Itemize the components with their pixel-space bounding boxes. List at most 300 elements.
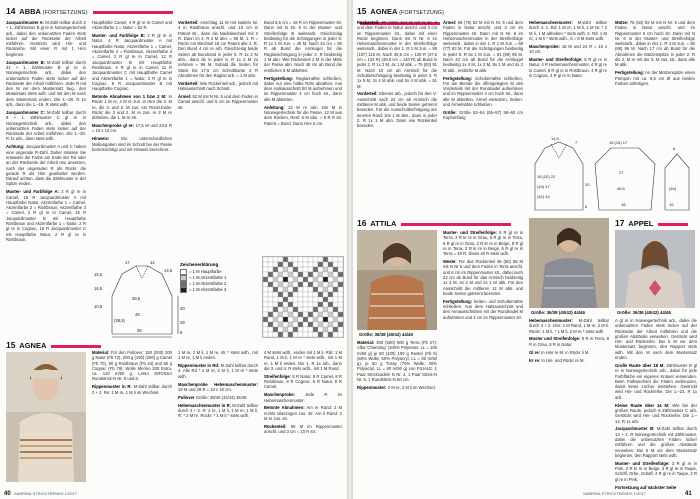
attila-model-photo [357,230,437,330]
chart-cell [288,332,293,337]
chart-cell [323,272,328,277]
chart-cell [288,277,293,282]
chart-cell [333,262,338,267]
chart-cell [303,317,308,322]
abba-column-2: Hauptfarbe Camel, 4 R gl re in Camel und Akzentfarbe 1 = Natur = 52 R. Muster- und Farbfolge B: 2 R gl re in Natur, 4 R Jacquardmuster A mit Hauptfarbe Natur, Akzentfarbe 1 = Camel, Akzentfarbe 2 = Rostbraun, Akzentfarbe 3 = Camel, 2 R gl re in Camel, 12 R Jacquardmuster B mit Hauptfarbe Rostbraun, 4 R gl re in Camel, 11 R Jacquardmuster C mit Hauptfarbe Camel und Akzentfarbe 1 = Natur, 2 R gl re in Cognac, 8 R Jacquardmuster B mit Hauptfarbe Cognac. Betonte Abnahmen von 1 bzw 2 M: In Rückr 1 M re, 2 M re zus. In Hinr die 2. M re, die 3. und 2. M zus. Am Rückr.Ende: Rückr die 3 und 2. M re zus. re 2 M re abheben, die 1. M re str. Maschenprobe gl re: 17,5 M und 23,5 R = 10 x 10 cm. Hinweis: Die unterschiedlichen Maßangaben sind im Schnitt bei der Passe berücksichtigt und mit Hinweis berechnet. [92,20,173,152]
header-accent-bar [658,223,688,226]
chart-cell [298,262,303,267]
chart-cell [333,257,338,262]
schematic-outline-front [136,266,148,278]
chart-cell [328,302,333,307]
abba-column-1: Jacquardmuster A: M-Zahl teilbar durch 2 + 1. Zählmuster B gl re in Norwegertechnik arb., dabei den unbenutzten Faden stets locker auf der Rückseite der Arbeit mitführen. Gestrickt wird Hin- und Rückreihe. Mit einer R mit 1 Hinr beginnen. Jacquardmuster B: M-Zahl teilbar durch 31 + 1. Zählmuster B gl re in Norwegertechnik arb., dabei den unbenutzten Faden stets locker auf der Rückseite der Arbeit mitführen. Jede R mit den M vor dem Mustersatz beg., den Mustersatz stets wdh. und mit den M nach dem Mustersatz enden. Die 1.–28. R 1x arb., dann die 1.–19. R stets wdh. Jacquardmuster C: M-Zahl teilbar durch 8 + 1. Zählmuster C gl re in Norwegertechnik arb., dabei den unbenutzten Faden stets locker auf der Rückseite der Arbeit mitführen. Die 1.–30. R 1x arb., dann stets wdh. Achtung: Jacquardmuster A und C haben eine ungerade R-Zahl. Daher müssen Sie entweder die Farbe am Ende der Rd oder an der Rückseite der Arbeit neu ansetzen, nach der ungeraden R als Rückr. die gerade R als Hinr gearbeitet werden. Darauf achten, dass die Zählmuster in der Spitze enden. Muster- und Farbfolge A: 2 R gl re in Camel, 15 R Jacquardmuster A mit Hauptfarbe Natur, Akzentfarbe 1 = Camel, Akzentfarbe 2 = Rostbraun, Akzentfarbe 3 = Camel, 2 R gl re in Camel, 15 R Jacquardmuster B mit Hauptfarbe Rostbraun und Akzentfarbe 1 = Natur, 2 R gl re in Cognac, 15 R Jacquardmuster C mit Hauptfarbe Natur, 2 R gl re in Rostbraun. [6,20,86,242]
schematic-label: 10,5 [94,304,103,309]
chart-cell [328,267,333,272]
chart-cell [268,282,273,287]
chart-cell [313,257,318,262]
chart-cell [293,307,298,312]
chart-cell [338,262,343,267]
chart-cell [323,312,328,317]
chart-cell [298,307,303,312]
left-footer: SABRINA STRICKTRENDS 1/2017 [14,491,77,496]
chart-cell [328,307,333,312]
chart-cell [308,257,313,262]
chart-cell [293,322,298,327]
chart-cell [263,332,268,337]
chart-cell [318,307,323,312]
sweater-schematic [92,256,192,338]
chart-cell [278,317,283,322]
chart-cell [313,272,318,277]
chart-cell [338,327,343,332]
chart-cell [318,317,323,322]
chart-cell [313,282,318,287]
chart-cell [273,272,278,277]
chart-cell [288,302,293,307]
chart-cell [293,292,298,297]
appel-size-caption: Größe: 36/38 (40/42) 44/46 [617,310,671,315]
agnea-column-3: 4 M stets wdh., enden mit 1 M li. Rdr: 1 M Rand, 1 M li, 1 M re * stets wdh., mit 1 M re, 1 M li enden. Die 1. R 1x arb., dann die 3. und 4. R stets wdh., mit 1 M Rand. Streifenfolge: 8 R Natur, 8 R Camel, 8 R Rostbraun, 8 R Cognac, 8 R Natur, 8 R Camel. Maschenprobe: Jede R im Hebemaschenmuster. Betonte Abnahmen: Am re Rand: 2 M rechts überzogen zus. str. Am li Rand: 2 M re zus. str. Rückenteil: 98 M im Rippenmuster anschl. und 3 cm = 10 R str. [264,350,342,435]
chart-cell [333,327,338,332]
schematic-label: (43) 47 [537,184,550,189]
chart-cell [338,302,343,307]
chart-cell [313,292,318,297]
chart-cell [308,282,313,287]
chart-cell [303,257,308,262]
schematic-label: 19 [669,202,674,207]
chart-cell [268,297,273,302]
chart-cell [318,272,323,277]
chart-cell [333,317,338,322]
chart-cell [263,257,268,262]
chart-cell [318,277,323,282]
chart-cell [283,322,288,327]
agnea-cont-column-3: Hebemaschenmuster: M-Zahl teilbar durch 4. 1. Rd: 1 M re, 1 M li, 1 M Nr. * 2 M li, 1 M abheben * stets wdh. 2. Rd: 1 M re, 1 M li * stets wdh., 6 = 8 M stets wdh. Maschenprobe: 18 M und 24 R = 10 x 10 cm. Muster- und Streifenfolge: 8 R gl re in Natur, 4 R Hebemaschenmuster, 4 R gl re in Camel, 8 R gl re in Rostbraun, 4 R gl re in Cognac, 4 R gl re in Natur. [529,20,608,78]
chart-cell [338,292,343,297]
chart-cell [308,327,313,332]
swatch-accent-3 [180,287,187,293]
chart-cell [273,282,278,287]
chart-cell [308,332,313,337]
right-page [353,0,700,499]
chart-cell [268,312,273,317]
section-header-agnea: 15 AGNEA [6,340,106,350]
chart-cell [293,302,298,307]
chart-cell [278,302,283,307]
chart-cell [338,287,343,292]
abba-column-3: Vorderteil: Anschlag 11 M mit Nadeln Nr. 4 in Rostbraun anschl. und 15 cm in Patent str., dann die Nadelwechsel mit 2 R. Dann im 4. R 2 M abn. = 96 M. 1. R = Rückr mit Wechsel 18 cm Patent alle 2. R. Den Bund 4 cm re arb. Gleichzeitig beide Seiten ab Bundrand in jeder 6. R 1x 2 M abn., dann ab in jeder 6. R 1x 2 M zu nehmen = 96 M. Sobald die Seiten für Stück bis 17,5 cm Schnittkante 2 R Abnahmen für den Raglan arb. = 1 M abn. Vorderteil: Wie Rückenteil arb., jedoch mit Halsausschnitt nach Schnitt. Ärmel: 52 M mit N Nr. 5 und dem Faden in Camel anschl. und 5 cm im Rippenmuster str. [178,20,258,110]
chart-cell [318,332,323,337]
chart-cell [313,277,318,282]
chart-cell [263,272,268,277]
attila-detail-illustration [529,218,609,308]
chart-cell [303,287,308,292]
chart-cell [263,297,268,302]
chart-cell [303,297,308,302]
chart-cell [333,292,338,297]
chart-cell [323,332,328,337]
chart-cell [283,302,288,307]
chart-cell [308,262,313,267]
chart-cell [288,312,293,317]
chart-cell [323,307,328,312]
chart-cell [303,307,308,312]
chart-cell [303,267,308,272]
chart-cell [328,287,333,292]
chart-cell [318,322,323,327]
agnea-column-2: 1 M re, 2 M li, 1 M re, str. * stets wdh., mit 1 M re, 1 M li enden. Rippenmuster in Rd: M-Zahl teilbar durch 4. Alle Rd * 1 M re, 2 M li, 1 M re * stets wdh. Maschenprobe Hebemaschenmuster: 19 M und 28 R = 10 x 10 cm. Pullover Größe: 38/40 (42/44) 46/48 Hebemaschenmuster in R: M-Zahl teilbar durch 4 + 2. R: 2 re, 1 M li, 1 M re, 1 M li, R: * 2 M re. Rückr: * 1 M li * stets wdh. [178,350,258,419]
chart-cell [298,317,303,322]
chart-cell [303,282,308,287]
schematic-label: 6 [585,204,588,209]
chart-cell [288,297,293,302]
chart-cell [308,287,313,292]
agnea-model-photo [6,352,86,482]
chart-cell [263,322,268,327]
chart-cell [273,262,278,267]
chart-cell [278,312,283,317]
section-header-abba: 14 ABBA (FORTSETZUNG) [6,6,176,16]
chart-cell [328,277,333,282]
chart-cell [273,267,278,272]
chart-cell [333,312,338,317]
chart-cell [278,282,283,287]
chart-cell [293,332,298,337]
chart-cell [273,257,278,262]
chart-cell [303,327,308,332]
schematic-label: 18 [621,202,626,207]
chart-cell [268,287,273,292]
chart-cell [338,297,343,302]
attila-detail-photo [529,218,609,308]
chart-cell [328,317,333,322]
chart-cell [263,277,268,282]
chart-cell [323,302,328,307]
chart-cell [333,332,338,337]
chart-cell [273,297,278,302]
chart-cell [298,287,303,292]
schematic-label: 15 (16) 17 [609,140,628,145]
chart-cell [293,327,298,332]
chart-cell [263,292,268,297]
chart-cell [313,332,318,337]
chart-cell [323,267,328,272]
chart-cell [318,262,323,267]
chart-cell [308,302,313,307]
chart-cell [328,262,333,267]
chart-cell [283,297,288,302]
chart-cell [313,262,318,267]
chart-cell [313,307,318,312]
schematic-label: (44) [669,186,677,191]
chart-cell [328,272,333,277]
chart-cell [308,307,313,312]
section-header-appel: 17 APPEL [615,218,697,228]
chart-cell [318,302,323,307]
chart-cell [298,322,303,327]
chart-cell [288,322,293,327]
chart-cell [293,317,298,322]
schematic-outline-sleeve [595,148,655,210]
agnea-photo-illustration [6,352,86,482]
chart-cell [278,327,283,332]
chart-cell [333,307,338,312]
chart-cell [303,262,308,267]
chart-cell [268,257,273,262]
chart-cell [288,272,293,277]
chart-cell [338,332,343,337]
chart-cell [323,322,328,327]
chart-cell [288,267,293,272]
chart-cell [278,267,283,272]
chart-cell [298,257,303,262]
agnea-cont-column-1: Rückenteil: 98 (106) 114 M mit N Nr. 5 und dem Faden in Natur anschl. und 3 cm im Rippenmuster str., dabei mit einer Rückr beginnen. Dann mit N Nr. 6 im Hebemaschenmuster in der Streifenfolge weiterarb., dabei in der 1. R 1 M zun. = 99 (107) 115 M. Nach 45,5 cm = 128 R (47,5 cm = 134 R) (49,5 cm = 140 R) ab Bund in jeder 2. R 1x 2 M, 4x 1 M abk. = 75 (83) 91 M. Nach 10 cm ab Armloch für die Schulterschrägung beidseitig in jeder 2. R 1x 5 M, 2x 4 M abk. und 5x 4 M abk. = 51 M. Vorderteil: Ebenso arb., jedoch für den V-Ausschnitt nach 22 cm ab Armloch die mittleren M abk. und beide Seiten getrennt beenden. Für die Ausschnittschrägung am inneren Rand 10x 1 M abn., dann in jeder 2. R 1x 1 M abn. Dann wie Rückenteil beenden. [357,20,437,129]
chart-cell [268,277,273,282]
attila-column-1: Material: 400 (500) 500 g Terra (Fb 27): Alba 'Charming' (100% Polyester, LL = 100 m/50 g) je 50 (100) 100 g Ruster (Fb 5) (50% Wolle, 50% Polyacryl, LL = 80 m/50 g), je 50 g Tussy (70% Wolle, 30% Polyacryl, LL = 80 m/50 g) von FILIALE. 1 Paar Stricknadeln N Nr. 4, 1 Paar Strick-N Nr. 5, 1 Rundstrick-N 60 cm. Rippenmuster: 2 M re, 2 M li im Wechsel. [357,340,437,390]
chart-cell [303,322,308,327]
appel-column: A gl re in Norwegertechnik arb., dabei die unbenutzten Fäden stets locker auf der Rückseite der Arbeit mitführen und die großen Abstände verweben. Gestrickt wird Hin- und Rückreihe. Bei 5 M vor dem Mustersatz beginnen, den Rapport stets wdh. Mit den M nach dem Mustersatz enden. Große Raute über 18 M: Zählmuster B gl re in Norwegertechnik arb., dabei für jede Farbfläche ein eigenes Knäuel verwenden. Beim Farbwechsel die Fäden verkreuzen, damit keine Löcher entstehen. Gestrickt wird Hin- und Rückreihe. Die 1.–23. R 1x arb. Kleine Raute über 14 M: Wie bei der großen Raute, jedoch 8 Zählmuster C arb. Gestrickt wird Hin- und Rückreihe. Die 1.–14. R 1x arb. Jacquardmuster B: M-Zahl teilbar durch 13 + 2. R Norwegertechnik mit Zählmuster, dabei die unbenutzten Fäden locker mitführen und die großen Abstände verweben. Bei 5 M vor dem Mustersatz beginnen, den Rapport stets wdh. Muster- und Streifenfolge: 3 R gl re in Pink, 2 R kr re in Beige, 3 R gl re in Taupe, Schöff, Orbe, Schaff, 4 R gl re in Taupe, 2 R gl re in Pink. Fortsetzung auf nächster Seite [615,318,697,490]
chart-cell [273,317,278,322]
chart-cell [268,302,273,307]
chart-cell [278,287,283,292]
chart-cell [268,262,273,267]
attila-detail-caption: Größe: 36/38 (40/42) 44/46 [531,310,585,315]
chart-cell [278,277,283,282]
chart-cell [323,282,328,287]
chart-cell [293,282,298,287]
schematic-label: 38,5 [132,296,141,301]
schematic-label: 18 (20) 22 [537,174,556,179]
chart-cell [338,312,343,317]
chart-cell [283,257,288,262]
chart-cell [333,322,338,327]
chart-cell [288,282,293,287]
chart-legend: Zeichenerklärung = 1 M Hauptfarbe = 1 M Akzentfarbe 1 = 1 M Akzentfarbe 2 = 1 M Akzentfarbe 3 [180,262,260,293]
chart-cell [268,292,273,297]
chart-cell [268,322,273,327]
chart-cell [263,312,268,317]
chart-cell [283,287,288,292]
chart-cell [263,302,268,307]
chart-cell [303,302,308,307]
header-accent-bar [93,11,173,14]
chart-cell [298,297,303,302]
chart-cell [273,287,278,292]
chart-cell [283,277,288,282]
chart-cell [268,307,273,312]
chart-cell [273,332,278,337]
chart-cell [298,272,303,277]
chart-cell [328,297,333,302]
chart-cell [263,307,268,312]
chart-cell [263,327,268,332]
chart-cell [303,332,308,337]
schematic-label: 20 [180,306,185,311]
chart-cell [338,307,343,312]
chart-cell [313,302,318,307]
chart-cell [303,272,308,277]
chart-cell [288,307,293,312]
chart-cell [328,292,333,297]
chart-cell [263,317,268,322]
chart-cell [278,297,283,302]
left-page [0,0,347,499]
chart-cell [298,332,303,337]
knitting-chart [262,256,344,338]
chart-cell [293,257,298,262]
chart-cell [318,287,323,292]
chart-cell [338,282,343,287]
chart-cell [298,277,303,282]
chart-cell [313,287,318,292]
schematic-label: 36 [137,328,142,333]
schematic-label: 27 [619,170,624,175]
chart-cell [273,277,278,282]
chart-cell [338,272,343,277]
appel-left-column: Hebemaschenmuster: M-Zahl teilbar durch 4 + 2. Hinr: 1 M Rand, 1 M re, 2 M li. Rückr: 1 M li, * 1 M li, 2 M re * stets wdh. Muster und Streifenfolge: 8 R in Terra, 8 R in Grau, 8 R in Natur. Gl re: In Hinr re M, in Rückr li M. Kr re: In Hin- und Rückr re M. [529,318,609,363]
chart-cell [268,272,273,277]
chart-cell [268,267,273,272]
chart-legend-title: Zeichenerklärung [180,262,219,267]
chart-cell [318,257,323,262]
chart-cell [318,267,323,272]
garment-schematic-right [529,134,695,214]
chart-cell [328,312,333,317]
agnea-cont-column-2: Ärmel: 68 (76) 82 M mit N Nr. 5 und dem Faden in Natur anschl. und 3 cm im Rippenmuster str. Dann mit N Nr. 6 im Hebemaschenmuster in der Streifenfolge weiterarb., dabei in der 1. R 1 M zun. = 69 (77) 83 M. Für die Schrägungen beidseitig in jeder 8. R 6x 1 M zun. = 81 (89) 95 M. Nach 43 cm ab Bund für die Armkugel beidseitig 1x 4 M, 1x 2 M, 8x 1 M und 4x 2 M abk., restliche M abk. Fertigstellung: Schulternähte schließen. Für die Blende die offengelegten M des Vorderteils mit der Rundnadel aufnehmen und im Rippenmuster 3 cm hoch str., dann alle M abketten. Ärmel einsetzen, Seiten- und Ärmelnähte schließen. Größe: Größe 52–54 (55–57) 58–60 cm Kopfumfang [443,20,524,121]
attila-size-caption: Größe: 36/38 (40/42) 44/46 [359,332,413,337]
schematic-label: 45 [135,312,140,317]
chart-cell [263,262,268,267]
chart-cell [293,272,298,277]
schematic-label: (38,5) [114,318,125,323]
chart-cell [283,312,288,317]
schematic-label: 14,5 [164,268,173,273]
chart-cell [308,267,313,272]
chart-cell [318,312,323,317]
schematic-label: 8 [180,330,183,335]
chart-cell [293,312,298,317]
chart-cell [298,302,303,307]
chart-cell [323,257,328,262]
chart-cell [268,327,273,332]
chart-cell [313,267,318,272]
right-page-number: 41 [685,491,692,497]
chart-cell [308,297,313,302]
chart-cell [293,277,298,282]
chart-cell [323,287,328,292]
chart-cell [273,322,278,327]
chart-cell [263,287,268,292]
chart-cell [318,327,323,332]
chart-cell [283,262,288,267]
chart-cell [333,302,338,307]
chart-cell [283,267,288,272]
chart-cell [323,262,328,267]
chart-cell [298,282,303,287]
knitting-chart-grid [263,257,343,337]
chart-cell [293,297,298,302]
header-accent-bar [401,223,511,226]
schematic-label: 12 [150,260,155,265]
chart-cell [333,267,338,272]
schematic-outline-neck [551,144,567,158]
chart-cell [298,292,303,297]
appel-model-photo [615,230,695,308]
chart-cell [288,327,293,332]
chart-cell [278,272,283,277]
chart-cell [318,282,323,287]
schematic-label: 17 [125,260,130,265]
chart-cell [313,322,318,327]
section-header-agnea-cont: 15 AGNEA (FORTSETZUNG) [357,6,527,16]
attila-photo-illustration [357,230,437,330]
chart-cell [293,262,298,267]
schematic-label: 29 [180,320,185,325]
schematic-label: 46,5 [617,186,625,191]
chart-cell [313,297,318,302]
chart-cell [273,327,278,332]
chart-cell [283,332,288,337]
appel-photo-illustration [615,230,695,308]
chart-cell [283,307,288,312]
schematic-label: 14,5 [551,136,559,141]
chart-cell [338,267,343,272]
chart-cell [273,312,278,317]
schematic-outline-back [112,266,172,334]
chart-cell [303,292,308,297]
agnea-cont-column-4: Mütze: 76 (84) 92 M mit N Nr. 5 und dem Faden in Natur anschl. und im Rippenmuster 6 cm hoch str. Dann mit N Nr. 6 in der Muster- und Streifenfolge weiterarb., dabei in der 1. R 4 M zun. = 80 (88) 96 M. Nach 17 cm ab Bund für die Abnahmen die Mützenspitze in jeder 2. R die 2. M re mit der 3. M zus. str., dann alle M abk. Fertigstellung: An der Mützenspitze einen Pompon mit ca. 6,5 cm Ø aus beiden Farben anfertigen. [615,20,696,86]
chart-cell [323,277,328,282]
chart-cell [308,322,313,327]
chart-cell [328,327,333,332]
chart-cell [338,322,343,327]
chart-cell [333,282,338,287]
chart-cell [298,327,303,332]
chart-cell [318,297,323,302]
chart-cell [328,257,333,262]
chart-cell [278,257,283,262]
chart-cell [338,277,343,282]
chart-cell [333,277,338,282]
chart-cell [338,317,343,322]
chart-cell [333,272,338,277]
chart-cell [293,287,298,292]
left-page-number: 40 [4,491,11,497]
chart-cell [278,292,283,297]
chart-cell [273,292,278,297]
chart-cell [308,312,313,317]
chart-cell [288,257,293,262]
right-footer: SABRINA STRICKTRENDS 1/2017 [583,491,646,496]
chart-cell [323,292,328,297]
chart-cell [323,317,328,322]
agnea-column-1: Material: Für den Pullover: 150 (200) 200 g Natur (Fb 72), 200 g (150) (200) g Camel (Fb 70), 50 g Rostbraun (Fb 24) und 50 g Cognac (Fb 79): Wolle Merino 200 Extra, ca. 120 m/50 g. LANA GROSSA Rundstrick-N Nr. 5 und 6. Rippenmuster in R: M-Zahl teilbar durch 2 + 2. Re: 1 M re, 1 M li im Wechsel. [92,350,172,395]
chart-cell [283,292,288,297]
chart-cell [268,332,273,337]
chart-cell [283,327,288,332]
chart-cell [288,317,293,322]
chart-cell [303,312,308,317]
chart-cell [313,327,318,332]
chart-cell [328,322,333,327]
chart-cell [288,287,293,292]
schematic-label: 20 [585,182,590,187]
chart-cell [283,317,288,322]
chart-cell [283,282,288,287]
chart-cell [288,292,293,297]
chart-cell [328,332,333,337]
chart-cell [263,267,268,272]
chart-cell [338,257,343,262]
